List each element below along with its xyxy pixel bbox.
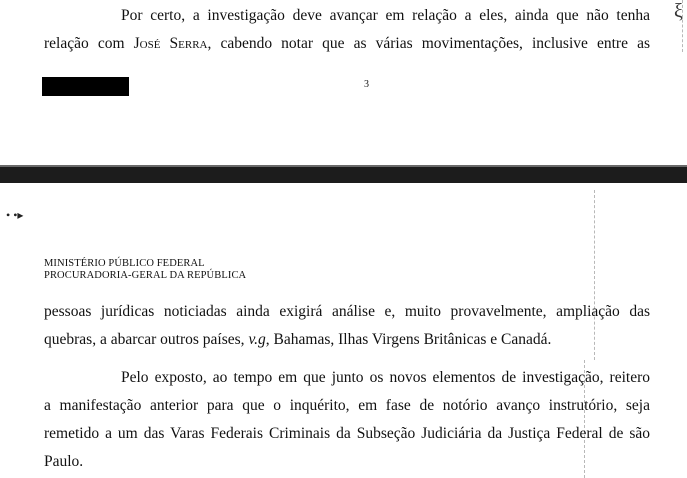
person-name: José Serra	[133, 35, 208, 52]
text-fragment: quebras, a abarcar outros países,	[44, 331, 249, 348]
scan-scribble: ξ	[674, 0, 683, 22]
header-ministry: MINISTÉRIO PÚBLICO FEDERAL	[44, 258, 205, 269]
text-line: remetido a um das Varas Federais Criminais da Subseção Judiciária da Justiça Federal de são	[44, 425, 650, 442]
text-line: Por certo, a investigação deve avançar em relação a eles, ainda que não tenha	[121, 7, 650, 24]
text-line	[44, 34, 650, 54]
text-fragment: relação com	[44, 35, 134, 52]
text-fragment: , cabendo notar que as várias movimentações, inclusive entre as	[207, 35, 650, 52]
page-number: 3	[364, 79, 369, 90]
redaction-bar	[42, 77, 129, 96]
text-line	[44, 330, 650, 350]
fold-line-top	[682, 0, 684, 52]
text-line: Pelo exposto, ao tempo em que junto os novos elementos de investigação, reitero	[121, 369, 650, 386]
abbreviation: v.g	[248, 331, 266, 348]
page-separator	[0, 167, 687, 183]
text-line: Paulo.	[44, 453, 84, 470]
text-line: a manifestação anterior para que o inquérito, em fase de notório avanço instrutório, seja	[44, 397, 650, 414]
scan-marks: • •▸	[6, 208, 24, 222]
text-line: pessoas jurídicas noticiadas ainda exigirá análise e, muito provavelmente, ampliação das	[44, 303, 650, 320]
header-office: PROCURADORIA-GERAL DA REPÚBLICA	[44, 270, 247, 281]
text-fragment: , Bahamas, Ilhas Virgens Britânicas e Canadá.	[265, 331, 552, 348]
